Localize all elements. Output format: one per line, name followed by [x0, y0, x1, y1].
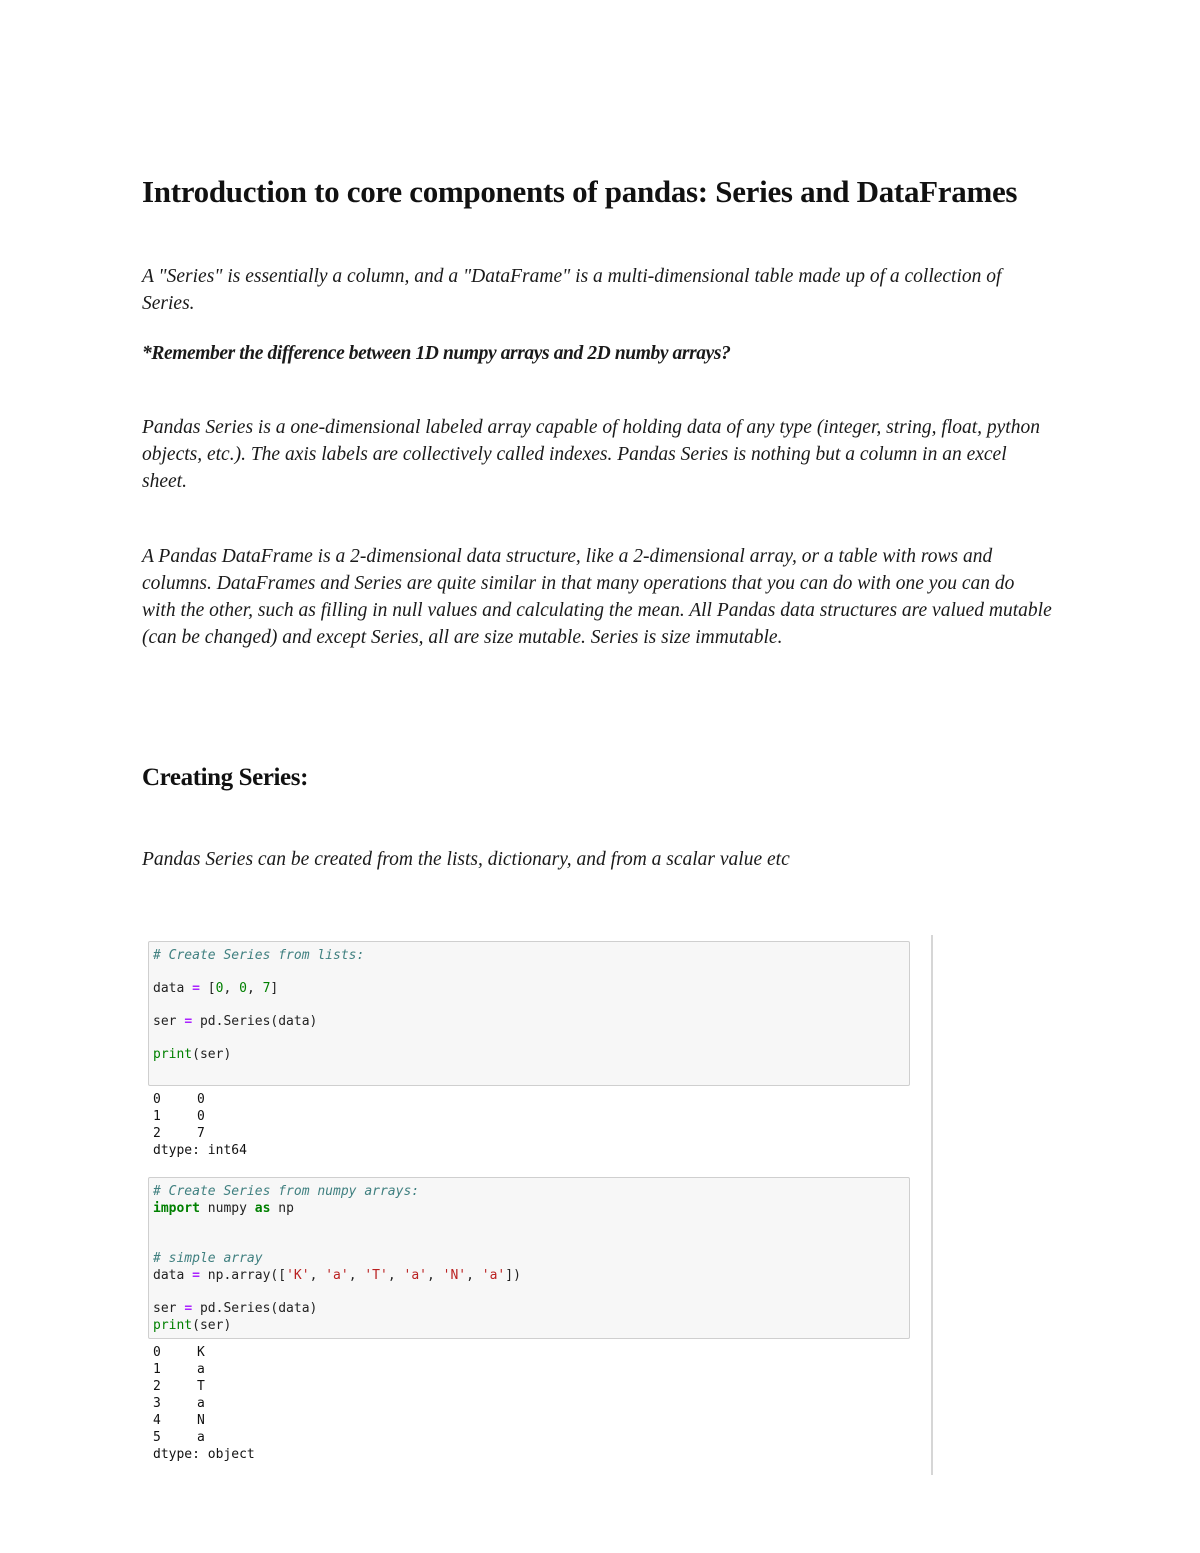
code-token: = [192, 1268, 200, 1283]
code-token: 'K' [286, 1268, 310, 1283]
code-token: as [254, 1201, 271, 1216]
creating-series-description: Pandas Series can be created from the lists, dictionary, and from a scalar value etc [142, 849, 790, 870]
output-value: a [197, 1430, 205, 1445]
code-token: pd.Series(data) [199, 1301, 318, 1316]
code-token: , [466, 1268, 482, 1283]
code-token: np [278, 1201, 294, 1216]
code-token: data [153, 981, 185, 996]
code-line [153, 1250, 263, 1267]
output-value: 0 [197, 1109, 205, 1124]
output-row [153, 1092, 205, 1108]
code-line [153, 980, 278, 997]
code-token: pd.Series(data) [199, 1014, 318, 1029]
output-row [153, 1109, 205, 1125]
code-token: , [246, 981, 263, 996]
code-token: , [348, 1268, 365, 1283]
code-token: = [192, 981, 200, 996]
code-token: = [184, 1301, 193, 1316]
output-row [153, 1126, 205, 1142]
code-token: numpy [207, 1201, 247, 1216]
code-token: 0 [239, 981, 247, 996]
code-token: ] [270, 981, 279, 996]
code-token: 'a' [325, 1268, 349, 1283]
code-token: 0 [215, 981, 224, 996]
code-token: np.array([ [207, 1268, 287, 1283]
output-row [153, 1362, 205, 1378]
output-index: 3 [153, 1396, 161, 1411]
code-line [153, 1183, 419, 1200]
output-row [153, 1396, 205, 1412]
page-title: Introduction to core components of pandas: Series and DataFrames [142, 174, 1018, 209]
output-index: 1 [153, 1109, 161, 1124]
code-comment: # simple array [153, 1251, 263, 1266]
code-cell-1[interactable] [148, 941, 910, 1086]
code-token: ser [153, 1301, 177, 1316]
code-token: 'a' [481, 1268, 506, 1283]
output-index: 5 [153, 1430, 161, 1445]
output-value: K [197, 1345, 205, 1360]
code-comment: # Create Series from numpy arrays: [153, 1184, 420, 1199]
code-line [153, 1013, 317, 1030]
code-token: data [153, 1268, 185, 1283]
code-token: , [426, 1268, 443, 1283]
output-value: a [197, 1362, 205, 1377]
code-token: print [153, 1047, 193, 1062]
code-token: = [184, 1014, 193, 1029]
code-token: (ser) [192, 1318, 232, 1333]
output-value: 0 [197, 1092, 205, 1107]
code-token: (ser) [192, 1047, 232, 1062]
code-token: ser [153, 1014, 177, 1029]
code-token: [ [207, 981, 216, 996]
reminder-paragraph: *Remember the difference between 1D numpy arrays and 2D numby arrays? [142, 343, 731, 364]
output-index: 0 [153, 1092, 161, 1107]
output-row [153, 1345, 205, 1361]
output-value: T [197, 1379, 205, 1394]
code-line [153, 1267, 521, 1284]
output-value: 7 [197, 1126, 205, 1141]
output-index: 4 [153, 1413, 161, 1428]
dataframe-description: A Pandas DataFrame is a 2-dimensional data structure, like a 2-dimensional array, or a table with rows and columns. DataFrames and Series are quite similar in that many operations that you can do with one you can do with the other, such as filling in null values and calculating the mean. All Pandas data structures are valued mutable (can be changed) and except Series, all are size mutable. Series is size immutable. [142, 546, 1052, 648]
output-index: 2 [153, 1126, 161, 1141]
code-token: print [153, 1318, 193, 1333]
output-dtype: dtype: int64 [153, 1143, 247, 1158]
code-line [153, 1300, 317, 1317]
code-token: ]) [505, 1268, 521, 1283]
code-line [153, 1046, 231, 1063]
code-token: 'N' [442, 1268, 467, 1283]
output-index: 1 [153, 1362, 161, 1377]
code-token: 'a' [403, 1268, 427, 1283]
code-token: , [387, 1268, 404, 1283]
code-token: , [223, 981, 240, 996]
code-line [153, 947, 364, 964]
output-dtype: dtype: object [153, 1447, 255, 1462]
intro-paragraph: A "Series" is essentially a column, and a "DataFrame" is a multi-dimensional table made up of a collection of Series. [142, 266, 1002, 314]
section-heading: Creating Series: [142, 764, 309, 791]
output-index: 0 [153, 1345, 161, 1360]
series-description: Pandas Series is a one-dimensional labeled array capable of holding data of any type (integer, string, float, python objects, etc.). The axis labels are collectively called indexes. Pandas Series is nothing but a column in an excel sheet. [142, 417, 1040, 492]
code-comment: # Create Series from lists: [153, 948, 365, 963]
output-value: a [197, 1396, 205, 1411]
code-token: , [309, 1268, 326, 1283]
code-line [153, 1317, 231, 1334]
code-token: 7 [262, 981, 271, 996]
output-index: 2 [153, 1379, 161, 1394]
output-row [153, 1379, 205, 1395]
code-token: import [153, 1201, 200, 1216]
output-row [153, 1430, 205, 1446]
cell-border-line [931, 935, 933, 1475]
output-value: N [197, 1413, 205, 1428]
output-row [153, 1413, 205, 1429]
code-cell-2[interactable] [148, 1177, 910, 1339]
code-line [153, 1200, 294, 1217]
code-token: 'T' [364, 1268, 388, 1283]
